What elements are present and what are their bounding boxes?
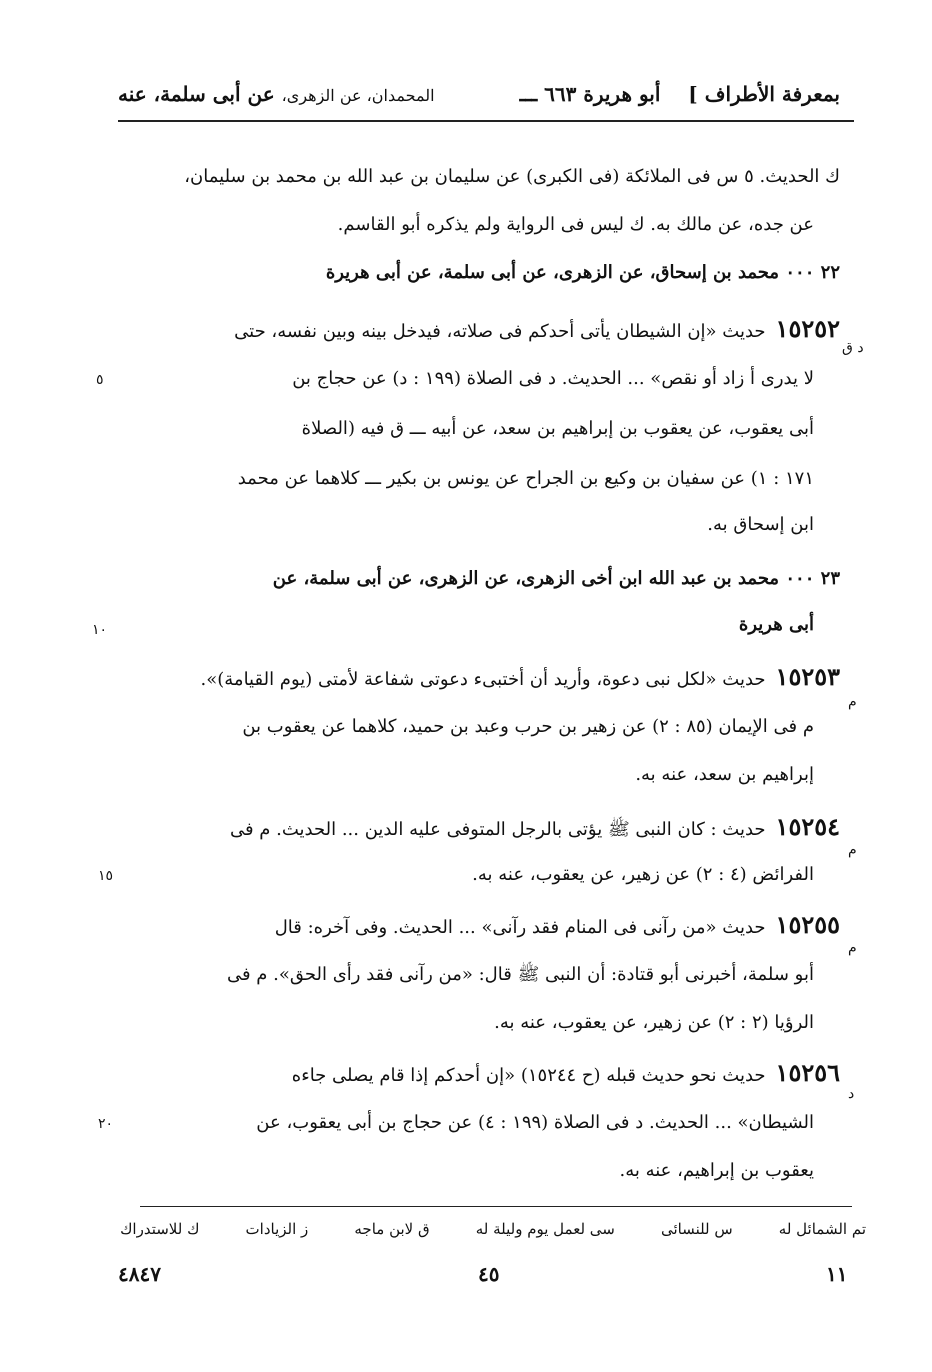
- hadith-number: ١٥٢٥٤: [775, 812, 840, 841]
- hadith-15255-line-2: أبو سلمة، أخبرنى أبو قتادة: أن النبى ﷺ قال: «من رآنى فقد رأى الحق». م فى: [226, 964, 814, 985]
- abbreviation-item: تم الشمائل له: [778, 1220, 866, 1238]
- header-subtitle-bold: عن أبى سلمة، عنه: [118, 82, 275, 106]
- hadith-text: حديث «إن الشيطان يأتى أحدكم فى صلاته، فيدخل بينه وبين نفسه، حتى: [234, 321, 766, 342]
- hadith-15254-line-1: [92, 810, 840, 844]
- hadith-number: ١٥٢٥٦: [775, 1058, 840, 1087]
- margin-line-number: ١٥: [98, 868, 114, 884]
- margin-line-number: ٥: [96, 372, 104, 388]
- hadith-15252-line-2: لا يدرى أ زاد أو نقص» ... الحديث. د فى الصلاة (١٩٩ : د) عن حجاج بن: [292, 368, 814, 389]
- chain-23-heading: [92, 562, 840, 596]
- chain-22-heading: [92, 256, 840, 290]
- abbreviation-item: ق لابن ماجه: [354, 1220, 430, 1238]
- chain-23-marker: ٢٣ ٠٠٠: [785, 568, 840, 589]
- chain-23-text: محمد بن عبد الله ابن أخى الزهرى، عن الزهرى، عن أبى سلمة، عن: [272, 568, 780, 589]
- margin-siglum: د ق: [842, 340, 864, 356]
- hadith-15256-line-3: يعقوب بن إبراهيم، عنه به.: [619, 1160, 814, 1181]
- margin-line-number: ٢٠: [98, 1116, 114, 1132]
- footer-volume-number: ١١: [826, 1262, 848, 1286]
- hadith-15253-line-1: [92, 660, 840, 694]
- hadith-number: ١٥٢٥٣: [775, 662, 840, 691]
- hadith-text: حديث «من رآنى فى المنام فقد رآنى» ... الحديث. وفى آخره: قال: [274, 917, 766, 938]
- margin-siglum: م: [848, 842, 857, 858]
- abbreviation-item: ك للاستدراك: [120, 1220, 200, 1238]
- running-header: [118, 74, 840, 114]
- text-line-2: عن جده، عن مالك به. ك ليس فى الرواية ولم يذكره أبو القاسم.: [337, 214, 814, 235]
- hadith-15252-line-3: أبى يعقوب، عن يعقوب بن إبراهيم بن سعد، عن أبيه ـــ ق فيه (الصلاة: [301, 418, 814, 439]
- header-subtitle-plain: المحمدان، عن الزهرى،: [281, 86, 435, 105]
- abbreviation-key: [120, 1214, 866, 1244]
- hadith-text: حديث نحو حديث قبله (ح ١٥٢٤٤) «إن أحدكم إذا قام يصلى جاءه: [291, 1065, 766, 1086]
- header-title-right: [520, 82, 840, 106]
- text-line-1: ك الحديث. ٥ س فى الملائكة (فى الكبرى) عن سليمان بن عبد الله بن محمد بن سليمان،: [184, 166, 840, 187]
- hadith-15256-line-2: الشيطان» ... الحديث. د فى الصلاة (١٩٩ : ٤) عن حجاج بن أبى يعقوب، عن: [256, 1112, 814, 1133]
- chain-23-line-2: أبى هريرة: [738, 614, 814, 635]
- hadith-15256-line-1: [92, 1056, 840, 1090]
- margin-siglum: م: [848, 694, 857, 710]
- margin-siglum: د: [848, 1086, 855, 1102]
- header-book-title: بمعرفة الأطراف ]: [688, 82, 840, 106]
- hadith-15253-line-2: م فى الإيمان (٨٥ : ٢) عن زهير بن حرب وعبد بن حميد، كلاهما عن يعقوب بن: [242, 716, 814, 737]
- hadith-15255-line-1: [92, 908, 840, 942]
- abbreviation-item: ز الزيادات: [245, 1220, 309, 1238]
- hadith-number: ١٥٢٥٢: [775, 314, 840, 343]
- hadith-15252-line-4: ١٧١ : ١) عن سفيان بن وكيع بن الجراح عن يونس بن بكير ـــ كلاهما عن محمد: [237, 468, 814, 489]
- hadith-number: ١٥٢٥٥: [775, 910, 840, 939]
- abbreviation-item: سى لعمل يوم وليلة له: [475, 1220, 615, 1238]
- chain-22-text: محمد بن إسحاق، عن الزهرى، عن أبى سلمة، عن أبى هريرة: [325, 262, 780, 283]
- header-section-title: أبو هريرة ٦٦٣ ـــ: [519, 82, 661, 106]
- hadith-15252-line-1: [92, 312, 840, 346]
- hadith-15252-line-5: ابن إسحاق به.: [707, 514, 814, 535]
- hadith-15254-line-2: الفرائض (٤ : ٢) عن زهير، عن يعقوب، عنه به.: [472, 864, 814, 885]
- hadith-text: حديث : كان النبى ﷺ يؤتى بالرجل المتوفى عليه الدين ... الحديث. م فى: [229, 819, 766, 840]
- abbreviation-item: س للنسائى: [660, 1220, 733, 1238]
- chain-22-marker: ٢٢ ٠٠٠: [785, 262, 840, 283]
- footnote-rule: [140, 1206, 852, 1207]
- header-rule: [118, 120, 854, 122]
- footer-page-number: ٤٥: [478, 1262, 500, 1286]
- hadith-15253-line-3: إبراهيم بن سعد، عنه به.: [635, 764, 814, 785]
- footer-total-number: ٤٨٤٧: [118, 1262, 161, 1286]
- margin-line-number: ١٠: [92, 622, 108, 638]
- hadith-15255-line-3: الرؤيا (٢ : ٢) عن زهير، عن يعقوب، عنه به.: [494, 1012, 814, 1033]
- margin-siglum: م: [848, 940, 857, 956]
- hadith-text: حديث «لكل نبى دعوة، وأريد أن أختبىء دعوتى شفاعة لأمتى (يوم القيامة)».: [200, 669, 766, 690]
- header-subtitle: [118, 82, 435, 106]
